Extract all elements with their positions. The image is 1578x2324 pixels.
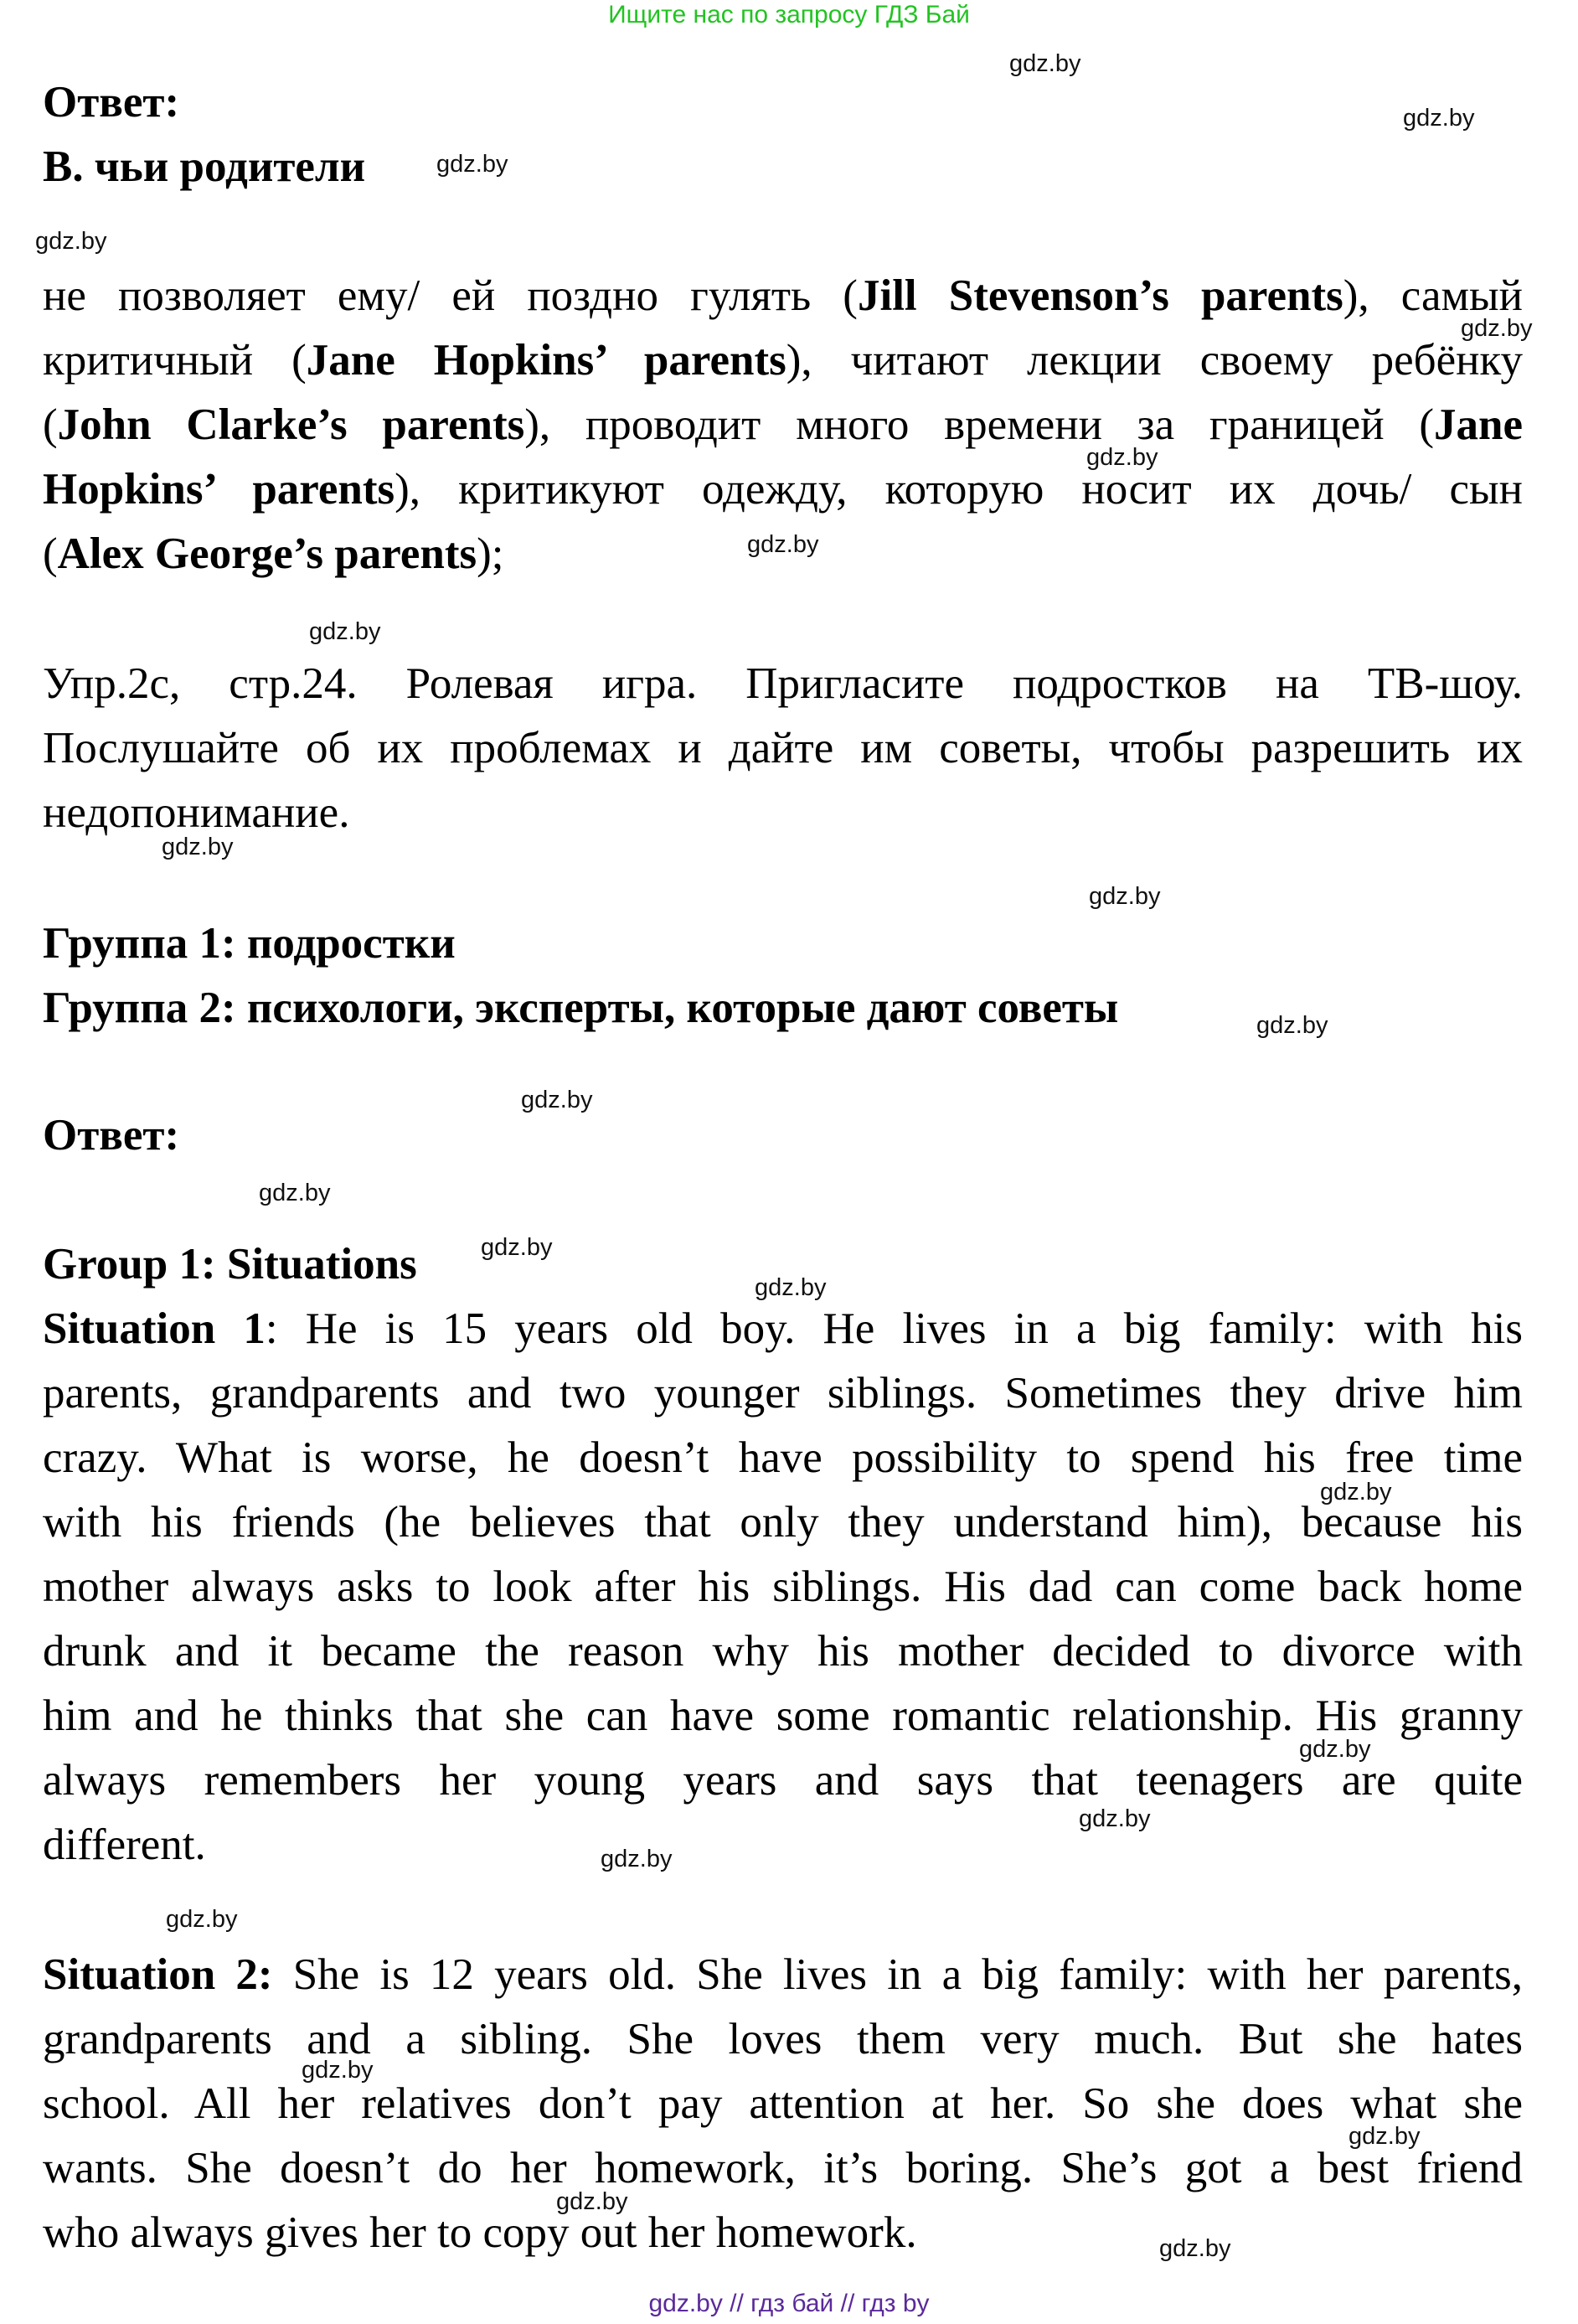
situation-1 xyxy=(43,1232,1523,1877)
bold-text: Группа 2: психологи, эксперты, которые дают советы xyxy=(43,984,1119,1032)
watermark-text: gdz.by xyxy=(436,151,508,178)
text: ), читают лекции своему ребёнку xyxy=(786,336,1523,385)
footer-banner[interactable]: gdz.by // гдз бай // гдз by xyxy=(648,2290,930,2317)
watermark-text: gdz.by xyxy=(1299,1736,1371,1763)
text: недопонимание. xyxy=(43,788,350,837)
text: him and he thinks that she can have some romantic relationship. His granny xyxy=(43,1691,1523,1740)
watermark-text: gdz.by xyxy=(1009,50,1081,77)
header-banner[interactable]: Ищите нас по запросу ГДЗ Бай xyxy=(608,1,970,28)
watermark-text: gdz.by xyxy=(259,1180,331,1206)
text: : He is 15 years old boy. He lives in a big family: with his xyxy=(265,1304,1523,1353)
text-line xyxy=(43,1813,1523,1877)
text: ( xyxy=(43,529,58,578)
watermark-text: gdz.by xyxy=(1403,105,1475,132)
answer-heading-1 xyxy=(43,70,1523,199)
text: ); xyxy=(477,529,504,578)
answer-heading-2 xyxy=(43,1103,1523,1168)
watermark-text: gdz.by xyxy=(755,1274,827,1301)
text: drunk and it became the reason why his mother decided to divorce with xyxy=(43,1627,1523,1676)
text-line xyxy=(43,1297,1523,1361)
bold-text: Jill Stevenson’s parents xyxy=(857,271,1343,320)
bold-text: Situation 1 xyxy=(43,1304,266,1353)
bold-text: Jane Hopkins’ parents xyxy=(306,336,786,385)
text-line xyxy=(43,716,1523,781)
text-line xyxy=(43,2007,1523,2072)
text-line xyxy=(43,1619,1523,1684)
watermark-text: gdz.by xyxy=(601,1846,673,1872)
watermark-text: gdz.by xyxy=(1256,1012,1328,1039)
bold-text: Ответ: xyxy=(43,78,180,127)
bold-text: Group 1: Situations xyxy=(43,1240,417,1289)
text: crazy. What is worse, he doesn’t have possibility to spend his free time xyxy=(43,1433,1523,1482)
text-line xyxy=(43,1426,1523,1490)
text: parents, grandparents and two younger siblings. Sometimes they drive him xyxy=(43,1369,1523,1418)
watermark-text: gdz.by xyxy=(35,228,107,255)
watermark-text: gdz.by xyxy=(162,834,234,860)
text: always remembers her young years and says that teenagers are quite xyxy=(43,1756,1523,1805)
watermark-text: gdz.by xyxy=(521,1087,593,1113)
watermark-text: gdz.by xyxy=(302,2057,374,2084)
text: ( xyxy=(43,400,58,449)
bold-text: B. чьи родители xyxy=(43,142,366,191)
watermark-text: gdz.by xyxy=(556,2188,628,2215)
bold-text: Hopkins’ parents xyxy=(43,465,395,514)
watermark-text: gdz.by xyxy=(1086,444,1158,471)
text: не позволяет ему/ ей поздно гулять ( xyxy=(43,271,858,320)
text-line xyxy=(43,393,1523,457)
bold-text: John Clarke’s parents xyxy=(57,400,525,449)
text: критичный ( xyxy=(43,336,307,385)
watermark-text: gdz.by xyxy=(1320,1479,1392,1505)
text: ), самый xyxy=(1343,271,1523,320)
watermark-text: gdz.by xyxy=(309,618,381,645)
situation-2 xyxy=(43,1943,1523,2265)
watermark-text: gdz.by xyxy=(1159,2235,1231,2262)
exercise-paragraph xyxy=(43,652,1523,845)
text-line xyxy=(43,328,1523,393)
text: ), проводит много времени за границей ( xyxy=(524,400,1434,449)
watermark-text: gdz.by xyxy=(1089,883,1161,910)
bold-text: Ответ: xyxy=(43,1111,180,1159)
text: mother always asks to look after his siblings. His dad can come back home xyxy=(43,1562,1523,1611)
watermark-text: gdz.by xyxy=(1079,1805,1151,1832)
text: Упр.2c, стр.24. Ролевая игра. Пригласите подростков на ТВ-шоу. xyxy=(43,659,1523,708)
text-line xyxy=(43,1361,1523,1426)
watermark-text: gdz.by xyxy=(747,531,819,558)
text: with his friends (he believes that only they understand him), because his xyxy=(43,1498,1523,1547)
bold-text: Группа 1: подростки xyxy=(43,919,456,968)
text-line xyxy=(43,264,1523,328)
text: wants. She doesn’t do her homework, it’s boring. She’s got a best friend xyxy=(43,2144,1523,2192)
text-line xyxy=(43,2072,1523,2136)
text: school. All her relatives don’t pay attention at her. So she does what she xyxy=(43,2079,1523,2128)
text-line xyxy=(43,1103,1523,1168)
text-line xyxy=(43,652,1523,716)
text-line xyxy=(43,1555,1523,1619)
text-line xyxy=(43,70,1523,135)
text-line xyxy=(43,1490,1523,1555)
text: She is 12 years old. She lives in a big family: with her parents, xyxy=(272,1950,1524,1999)
text-line xyxy=(43,1943,1523,2007)
text-line xyxy=(43,912,1523,976)
text: grandparents and a sibling. She loves them very much. But she hates xyxy=(43,2015,1523,2063)
watermark-text: gdz.by xyxy=(1349,2123,1421,2150)
text-line xyxy=(43,2136,1523,2201)
watermark-text: gdz.by xyxy=(1461,315,1533,342)
bold-text: Alex George’s parents xyxy=(57,529,477,578)
text: ), критикуют одежду, которую носит их дочь/ сын xyxy=(394,465,1523,514)
bold-text: Situation 2: xyxy=(43,1950,273,1999)
text-line xyxy=(43,781,1523,845)
watermark-text: gdz.by xyxy=(166,1906,238,1933)
text-line xyxy=(43,135,1523,199)
text: who always gives her to copy out her homework. xyxy=(43,2208,917,2257)
text: different. xyxy=(43,1820,206,1869)
bold-text: Jane xyxy=(1434,400,1523,449)
text-line xyxy=(43,2201,1523,2265)
text: Послушайте об их проблемах и дайте им советы, чтобы разрешить их xyxy=(43,724,1523,772)
watermark-text: gdz.by xyxy=(481,1234,553,1261)
text-line xyxy=(43,457,1523,522)
